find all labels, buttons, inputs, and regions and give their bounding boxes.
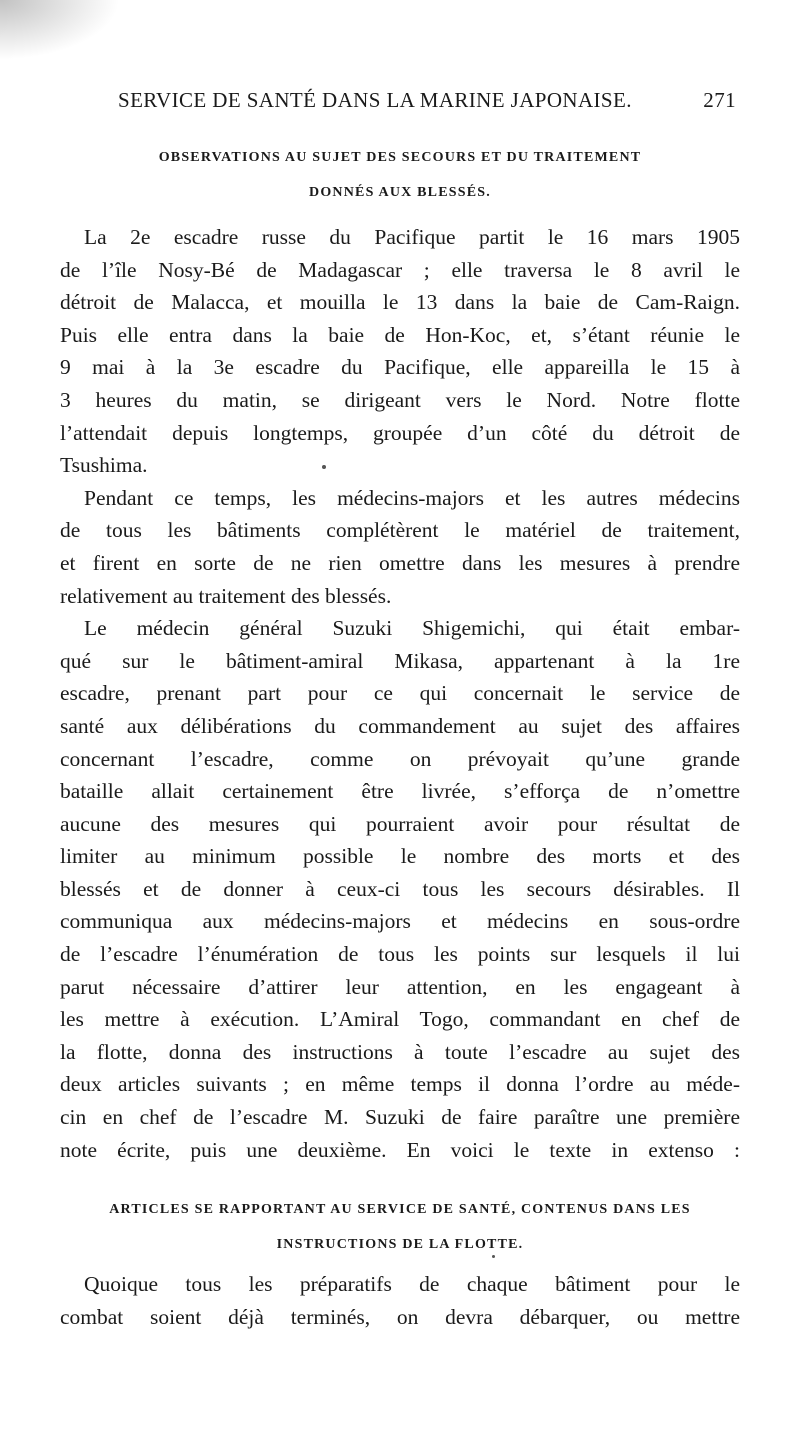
page-number: 271 xyxy=(703,88,736,112)
text-line: note écrite, puis une deuxième. En voici le texte in extenso : xyxy=(60,1137,740,1162)
text-line: aucune des mesures qui pourraient avoir pour résultat de xyxy=(60,811,740,836)
text-line: Pendant ce temps, les médecins-majors et les autres médecins xyxy=(84,485,740,510)
text-line: les mettre à exécution. L’Amiral Togo, commandant en chef de xyxy=(60,1007,740,1032)
body-text-section-1 xyxy=(60,221,740,1166)
section-heading-articles xyxy=(60,1192,740,1262)
text-line: blessés et de donner à ceux-ci tous les secours désirables. Il xyxy=(60,876,740,901)
text-line: Le médecin général Suzuki Shigemichi, qui était embar- xyxy=(84,616,740,641)
text-line: Quoique tous les préparatifs de chaque bâtiment pour le xyxy=(84,1272,740,1296)
text-line: parut nécessaire d’attirer leur attention, en les engageant à xyxy=(60,974,740,999)
text-line: concernant l’escadre, comme on prévoyait qu’une grande xyxy=(60,746,740,771)
text-line: l’attendait depuis longtemps, groupée d’un côté du détroit de xyxy=(60,420,740,445)
running-title: SERVICE DE SANTÉ DANS LA MARINE JAPONAISE. xyxy=(118,88,632,112)
text-line: combat soient déjà terminés, on devra débarquer, ou mettre xyxy=(60,1304,740,1329)
text-line: détroit de Malacca, et mouilla le 13 dans la baie de Cam-Raign. xyxy=(60,290,740,315)
text-line: La 2e escadre russe du Pacifique partit le 16 mars 1905 xyxy=(84,225,740,249)
section-heading-line: ARTICLES SE RAPPORTANT AU SERVICE DE SANTÉ, CONTENUS DANS LES xyxy=(109,1202,691,1217)
text-line: qué sur le bâtiment-amiral Mikasa, appartenant à la 1re xyxy=(60,648,740,673)
text-line: relativement au traitement des blessés. xyxy=(60,583,392,608)
text-line: communiqua aux médecins-majors et médecins en sous-ordre xyxy=(60,909,740,934)
text-line: et firent en sorte de ne rien omettre dans les mesures à prendre xyxy=(60,550,740,575)
text-line: Puis elle entra dans la baie de Hon-Koc, et, s’étant réunie le xyxy=(60,322,740,347)
text-line: bataille allait certainement être livrée, s’efforça de n’omettre xyxy=(60,779,740,804)
text-line: 9 mai à la 3e escadre du Pacifique, elle appareilla le 15 à xyxy=(60,355,740,380)
body-text-section-2 xyxy=(60,1268,740,1333)
book-page xyxy=(60,0,740,1439)
section-heading-line: INSTRUCTIONS DE LA FLOTTE. xyxy=(276,1237,524,1252)
text-line: 3 heures du matin, se dirigeant vers le Nord. Notre flotte xyxy=(60,387,740,412)
text-line: de l’escadre l’énumération de tous les points sur lesquels il lui xyxy=(60,942,740,967)
text-line: limiter au minimum possible le nombre des morts et des xyxy=(60,844,740,869)
text-line: santé aux délibérations du commandement au sujet des affaires xyxy=(60,713,740,738)
text-line: Tsushima. xyxy=(60,453,148,478)
running-head xyxy=(60,88,740,118)
text-line: la flotte, donna des instructions à toute l’escadre au sujet des xyxy=(60,1039,740,1064)
text-line: cin en chef de l’escadre M. Suzuki de faire paraître une première xyxy=(60,1105,740,1130)
text-line: deux articles suivants ; en même temps il donna l’ordre au méde- xyxy=(60,1072,740,1097)
section-heading-line: DONNÉS AUX BLESSÉS. xyxy=(309,185,491,200)
text-line: escadre, prenant part pour ce qui concernait le service de xyxy=(60,681,740,706)
text-line: de l’île Nosy-Bé de Madagascar ; elle traversa le 8 avril le xyxy=(60,257,740,282)
section-heading-observations xyxy=(60,140,740,210)
section-heading-line: OBSERVATIONS AU SUJET DES SECOURS ET DU TRAITEMENT xyxy=(158,150,642,165)
text-line: de tous les bâtiments complétèrent le matériel de traitement, xyxy=(60,518,740,543)
